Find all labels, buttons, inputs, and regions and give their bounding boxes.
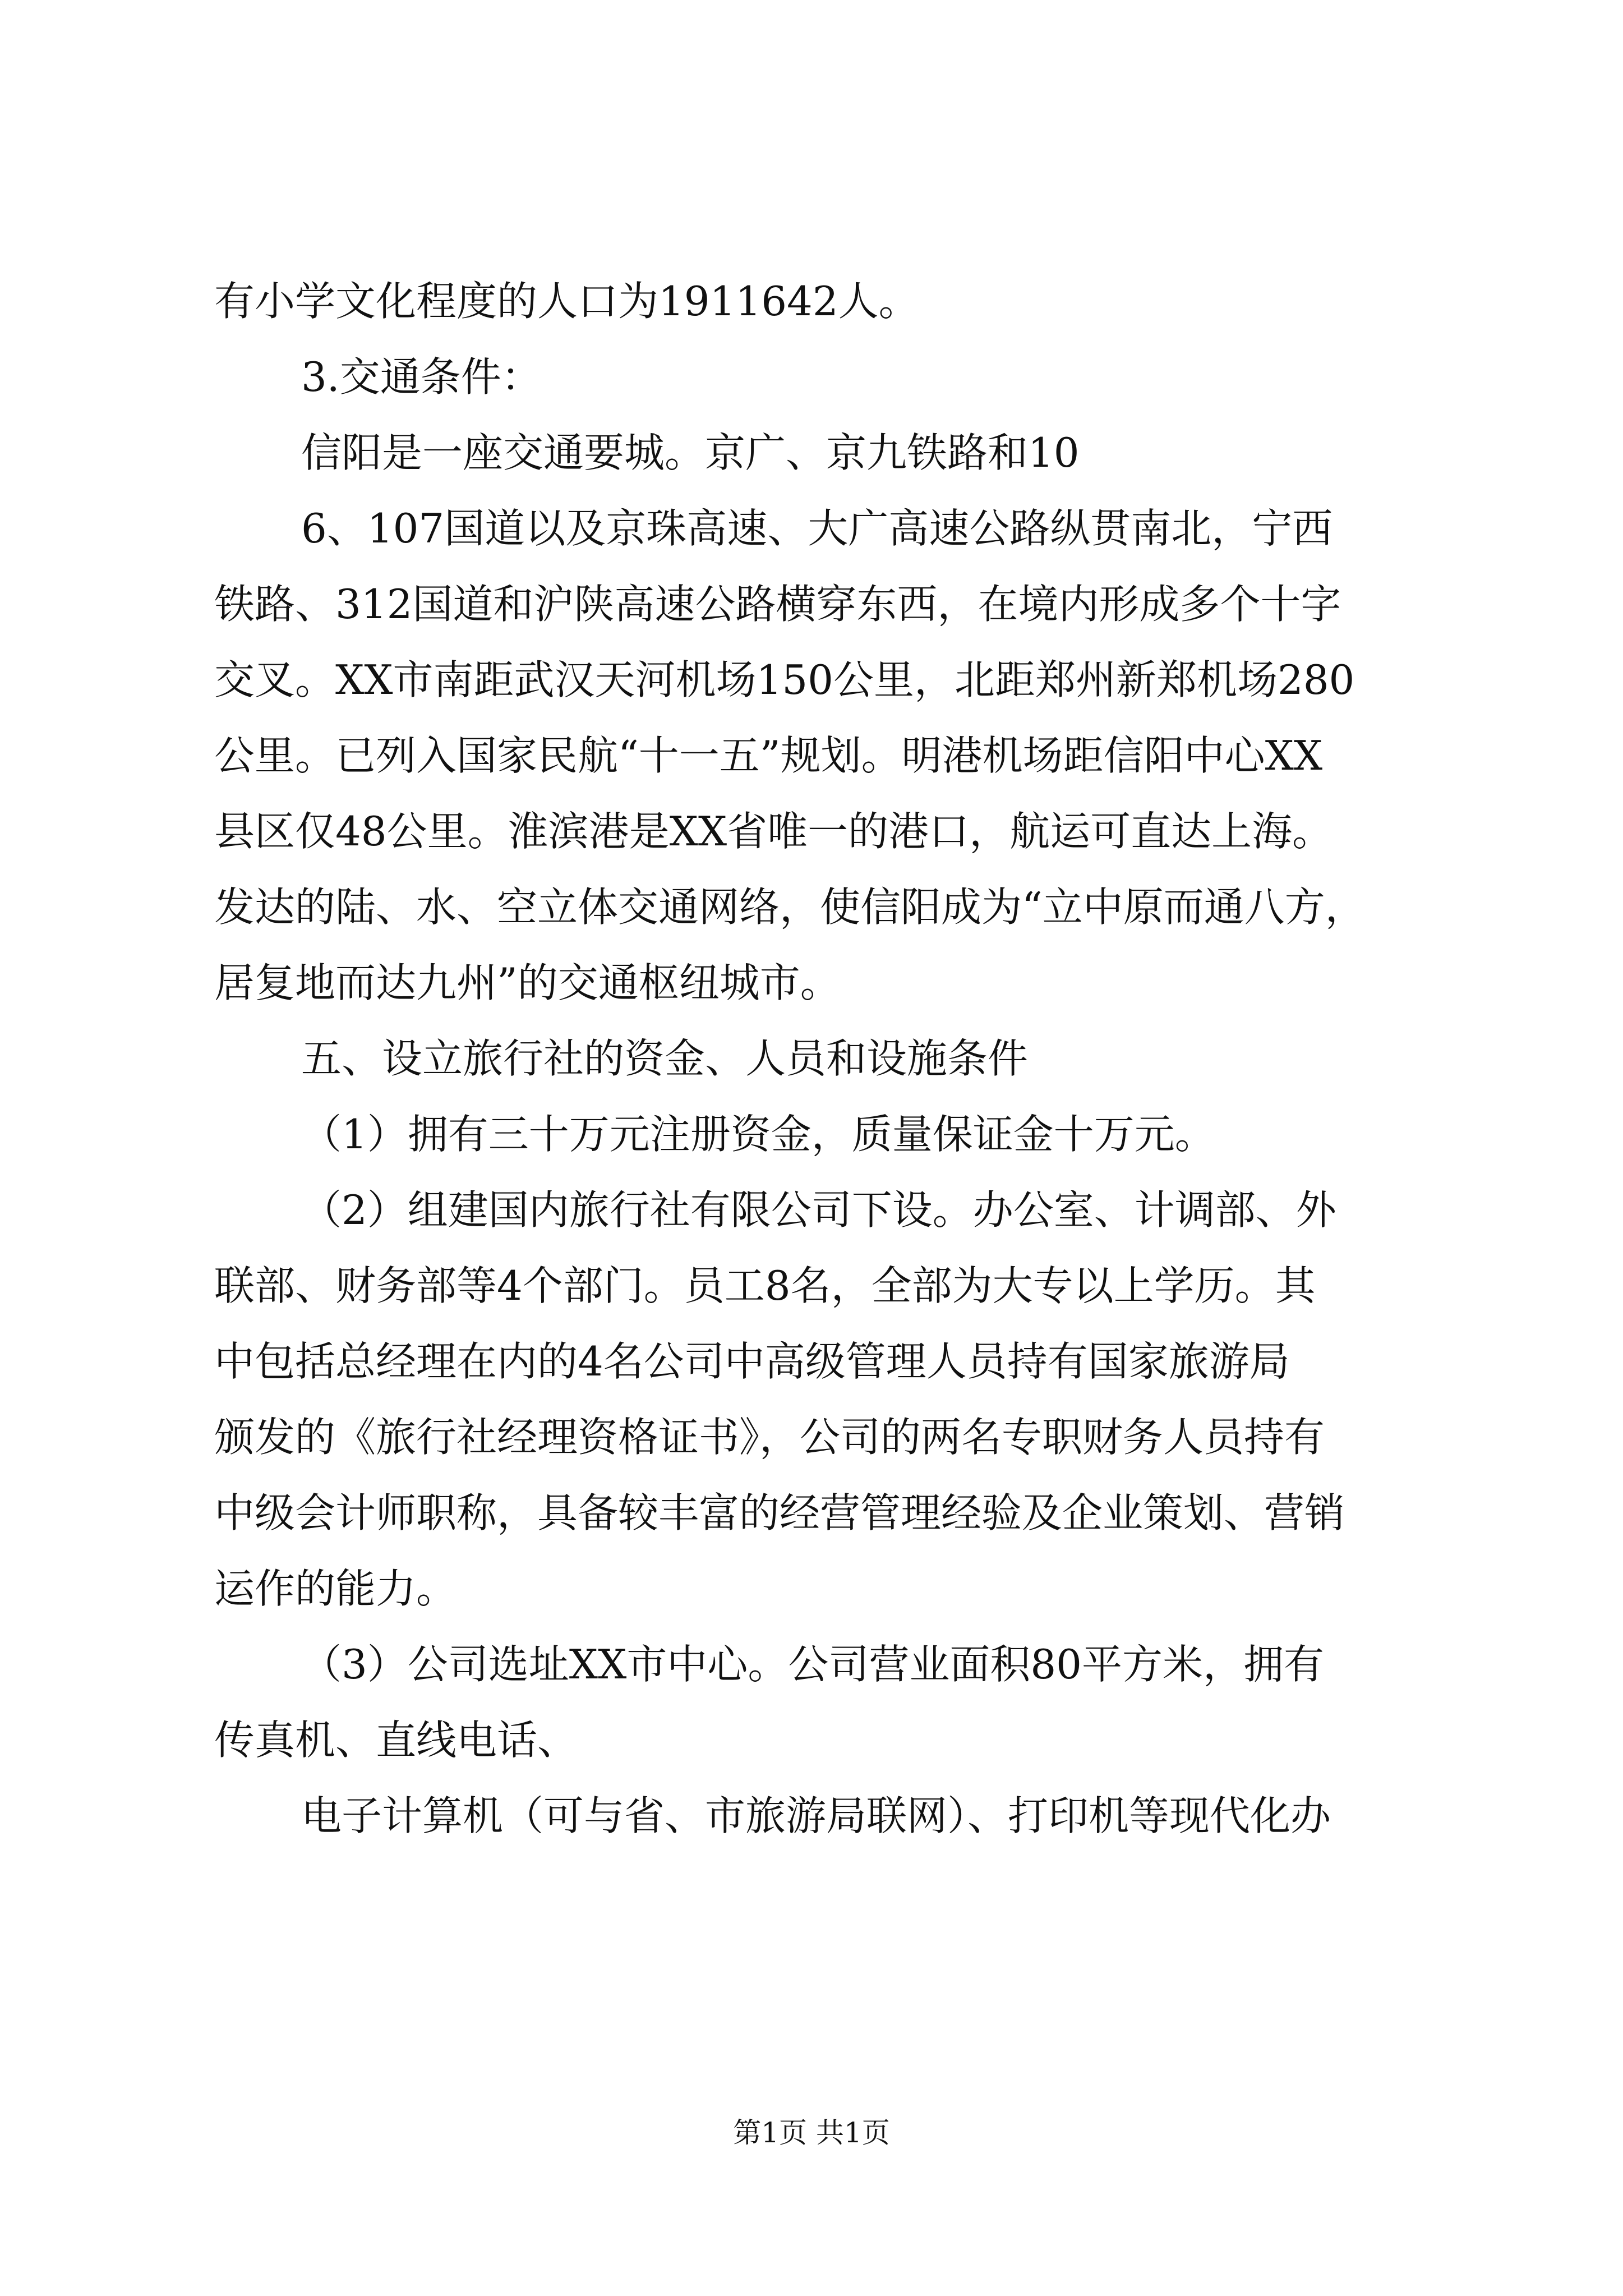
text-line: 6、107国道以及京珠高速、大广高速公路纵贯南北，宁西 <box>301 505 1333 552</box>
text-line: 县区仅48公里。淮滨港是XX省唯一的港口，航运可直达上海。 <box>214 808 1333 855</box>
text-line: 电子计算机（可与省、市旅游局联网）、打印机等现代化办 <box>301 1792 1331 1839</box>
text-line: 公里。已列入国家民航“十一五”规划。明港机场距信阳中心XX <box>214 732 1323 779</box>
text-line: 发达的陆、水、空立体交通网络，使信阳成为“立中原而通八方， <box>214 884 1366 931</box>
section-heading: 五、设立旅行社的资金、人员和设施条件 <box>301 1035 1029 1082</box>
text-line: 颁发的《旅行社经理资格证书》，公司的两名专职财务人员持有 <box>214 1414 1325 1461</box>
text-line: 交叉。XX市南距武汉天河机场150公里，北距郑州新郑机场280 <box>214 656 1355 703</box>
document-body <box>214 264 1437 1854</box>
text-line: 联部、财务部等4个部门。员工8名，全部为大专以上学历。其 <box>214 1262 1316 1309</box>
text-line: 中级会计师职称，具备较丰富的经营管理经验及企业策划、营销 <box>214 1489 1345 1536</box>
text-line: 居复地而达九州”的交通枢纽城市。 <box>214 959 841 1006</box>
text-line: 传真机、直线电话、 <box>214 1717 578 1764</box>
text-line: （1）拥有三十万元注册资金，质量保证金十万元。 <box>301 1111 1215 1158</box>
text-line: （2）组建国内旅行社有限公司下设。办公室、计调部、外 <box>301 1186 1336 1234</box>
text-line: 运作的能力。 <box>214 1565 457 1612</box>
text-line: 3.交通条件： <box>301 353 542 401</box>
text-line: 信阳是一座交通要城。京广、京九铁路和10 <box>301 429 1080 476</box>
page-footer: 第1页 共1页 <box>733 2116 890 2149</box>
text-line: 中包括总经理在内的4名公司中高级管理人员持有国家旅游局 <box>214 1338 1290 1385</box>
text-line: 有小学文化程度的人口为1911642人。 <box>214 278 919 325</box>
text-line: （3）公司选址XX市中心。公司营业面积80平方米，拥有 <box>301 1641 1324 1688</box>
text-line: 铁路、312国道和沪陕高速公路横穿东西，在境内形成多个十字 <box>214 581 1341 628</box>
